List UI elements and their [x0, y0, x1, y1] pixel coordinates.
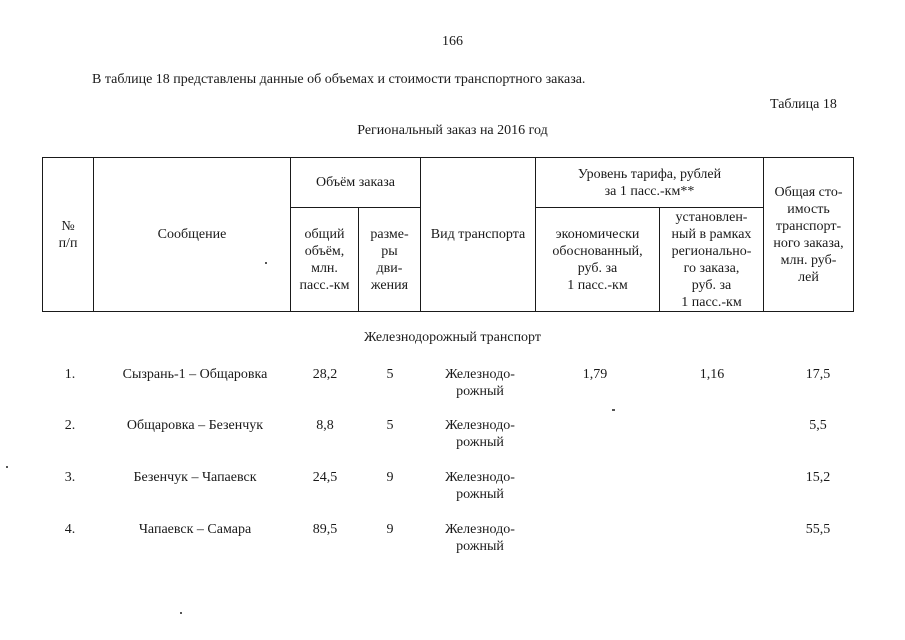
- scan-speck: [612, 409, 615, 411]
- header-num: № п/п: [58, 218, 78, 251]
- header-volume-group: Объём заказа: [316, 175, 395, 190]
- table-row-frequency: 9: [386, 522, 394, 537]
- table-row-type: Железнодо- рожный: [445, 367, 515, 399]
- table-row-route: Чапаевск – Самара: [138, 522, 252, 537]
- table-row-cost: 17,5: [805, 367, 831, 382]
- section-title: Железнодорожный транспорт: [363, 330, 541, 345]
- table-row-type: Железнодо- рожный: [445, 522, 515, 554]
- table-row-volume: 8,8: [316, 418, 334, 433]
- table-title: Региональный заказ на 2016 год: [357, 123, 548, 138]
- table-row-volume: 24,5: [312, 470, 338, 485]
- scan-speck: [6, 466, 8, 468]
- table-row-num: 3.: [64, 470, 76, 485]
- header-frequency: разме- ры дви- жения: [370, 226, 409, 293]
- table-row-num: 4.: [64, 522, 76, 537]
- page-number: 166: [442, 34, 463, 49]
- table-row-volume: 28,2: [312, 367, 338, 382]
- table-header: [42, 157, 854, 312]
- table-row-cost: 5,5: [809, 418, 827, 433]
- table-row-type: Железнодо- рожный: [445, 418, 515, 450]
- table-row-num: 2.: [64, 418, 76, 433]
- table-row-cost: 55,5: [805, 522, 831, 537]
- table-row-num: 1.: [64, 367, 76, 382]
- intro-paragraph: В таблице 18 представлены данные об объемах и стоимости транспортного заказа.: [92, 72, 586, 87]
- table-label: Таблица 18: [770, 97, 837, 112]
- table-row-frequency: 5: [386, 418, 394, 433]
- header-total-cost: Общая сто- имость транспорт- ного заказа, млн. руб- лей: [773, 184, 844, 285]
- header-tariff-set: установлен- ный в рамках регионально- го заказа, руб. за 1 пасс.-км: [671, 209, 752, 310]
- table-row-frequency: 5: [386, 367, 394, 382]
- table-row-volume: 89,5: [312, 522, 338, 537]
- header-tariff-group: Уровень тарифа, рублей за 1 пасс.-км**: [577, 166, 722, 199]
- scan-speck: [265, 262, 267, 264]
- header-transport-type: Вид транспорта: [430, 227, 526, 242]
- header-tariff-econ: экономически обоснованный, руб. за 1 пасс.-км: [552, 226, 643, 293]
- table-row-type: Железнодо- рожный: [445, 470, 515, 502]
- table-row-cost: 15,2: [805, 470, 831, 485]
- table-row-econ: 1,79: [582, 367, 608, 382]
- table-row-route: Сызрань-1 – Общаровка: [122, 367, 268, 382]
- table-row-set: 1,16: [699, 367, 725, 382]
- scan-speck: [180, 612, 182, 614]
- table-row-frequency: 9: [386, 470, 394, 485]
- header-route: Сообщение: [157, 227, 227, 242]
- table-row-route: Общаровка – Безенчук: [126, 418, 264, 433]
- header-volume-total: общий объём, млн. пасс.-км: [299, 226, 350, 293]
- table-row-route: Безенчук – Чапаевск: [133, 470, 257, 485]
